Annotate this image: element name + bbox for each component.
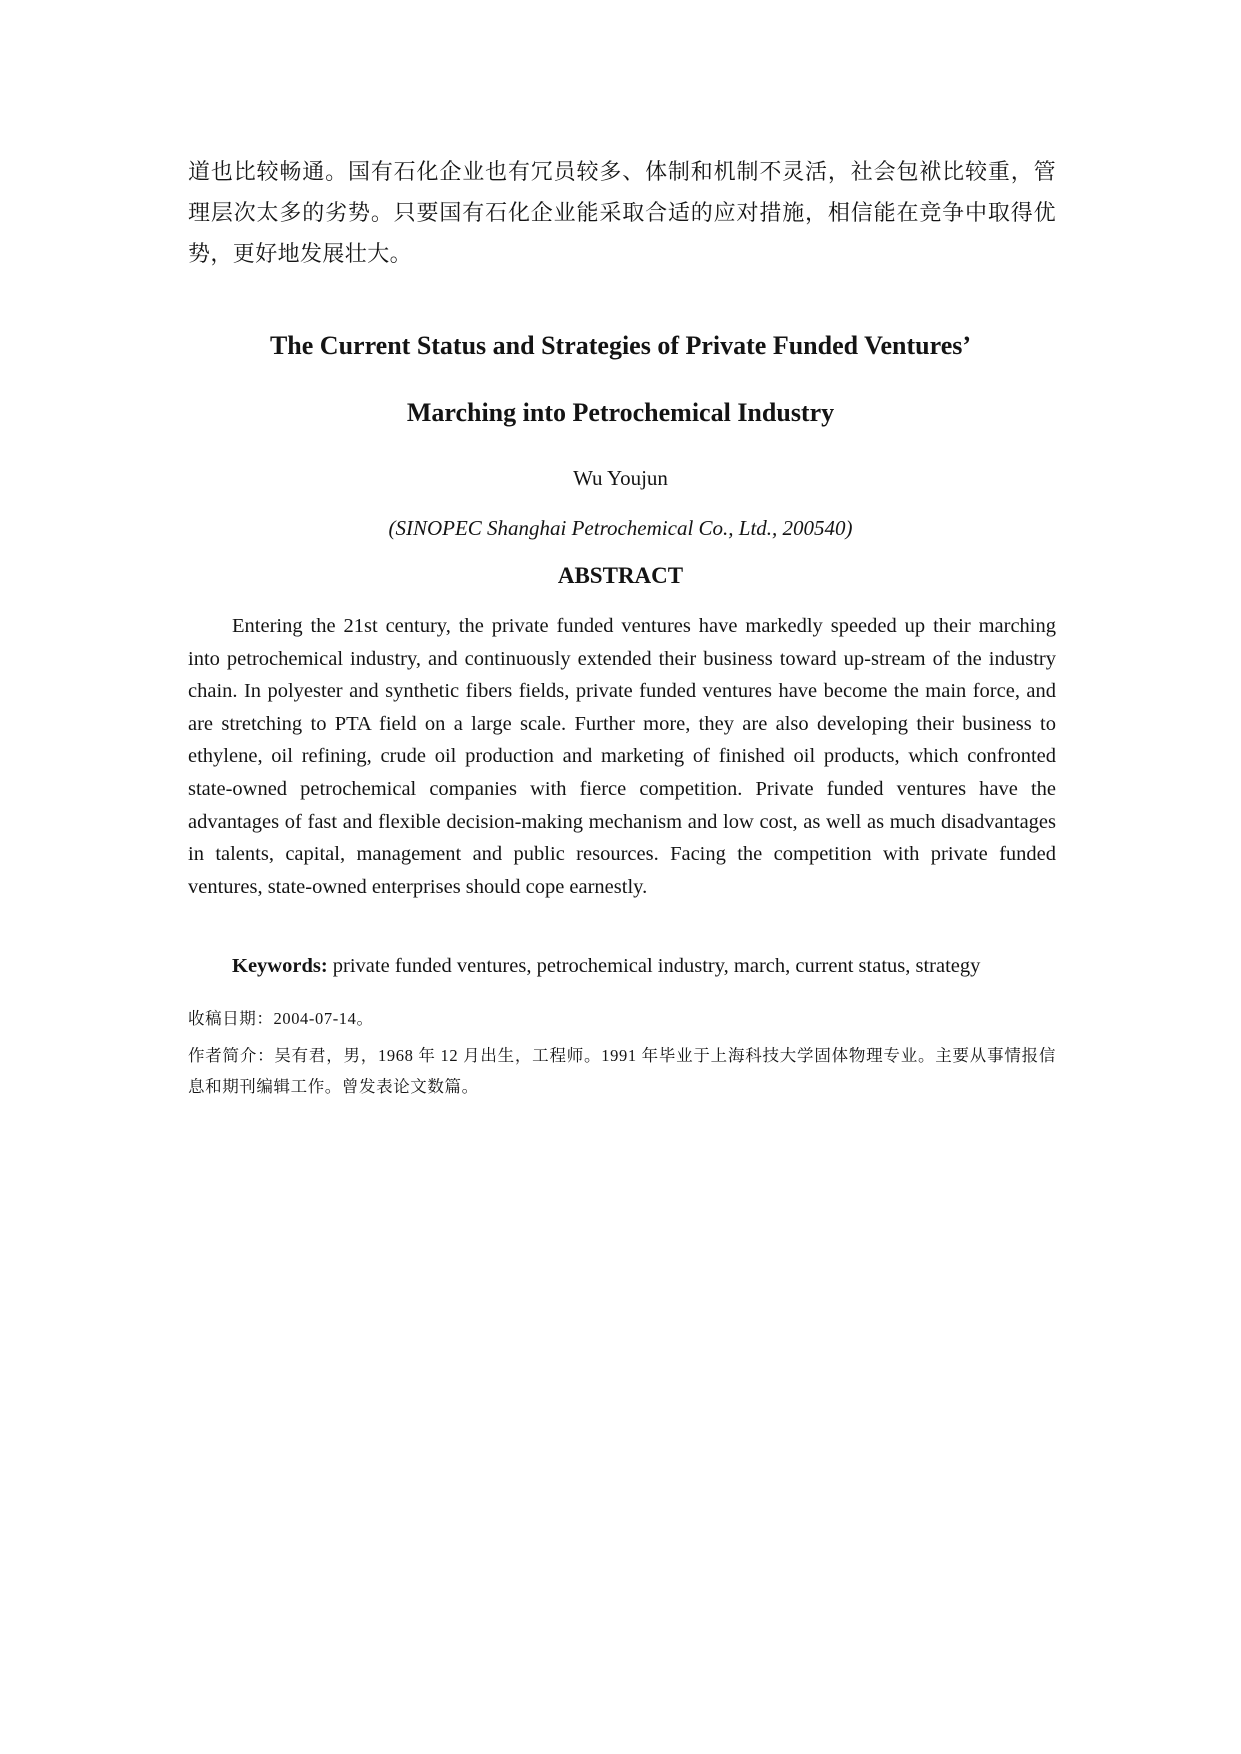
keywords-line [188, 952, 1056, 980]
received-date-footnote: 收稿日期：2004-07-14。 [188, 1009, 374, 1028]
author-bio-footnote: 作者简介：吴有君，男，1968 年 12 月出生，工程师。1991 年毕业于上海科技大学固体物理专业。主要从事情报信息和期刊编辑工作。曾发表论文数篇。 [188, 1046, 1056, 1096]
keywords-text: private funded ventures, petrochemical industry, march, current status, strategy [332, 955, 981, 977]
paper-title-line-1: The Current Status and Strategies of Private Funded Ventures’ [269, 331, 972, 360]
abstract-body: Entering the 21st century, the private funded ventures have markedly speeded up their marching into petrochemical industry, and continuously extended their business toward up-stream of the industry chain. In polyester and synthetic fibers fields, private funded ventures have become the main force, and are stretching to PTA field on a large scale. Further more, they are also developing their business to ethylene, oil refining, crude oil production and marketing of finished oil products, which confronted state-owned petrochemical companies with fierce competition. Private funded ventures have the advantages of fast and flexible decision-making mechanism and low cost, as well as much disadvantages in talents, capital, management and public resources. Facing the competition with private funded ventures, state-owned enterprises should cope earnestly. [188, 615, 1056, 898]
abstract-heading: ABSTRACT [557, 563, 684, 588]
keywords-label: Keywords: [232, 955, 328, 977]
paper-title-line-2: Marching into Petrochemical Industry [406, 398, 835, 427]
author-name: Wu Youjun [573, 466, 668, 490]
author-affiliation: (SINOPEC Shanghai Petrochemical Co., Ltd., 200540) [388, 516, 853, 540]
continuation-paragraph: 道也比较畅通。国有石化企业也有冗员较多、体制和机制不灵活，社会包袱比较重，管理层次太多的劣势。只要国有石化企业能采取合适的应对措施，相信能在竞争中取得优势，更好地发展壮大。 [188, 159, 1056, 266]
